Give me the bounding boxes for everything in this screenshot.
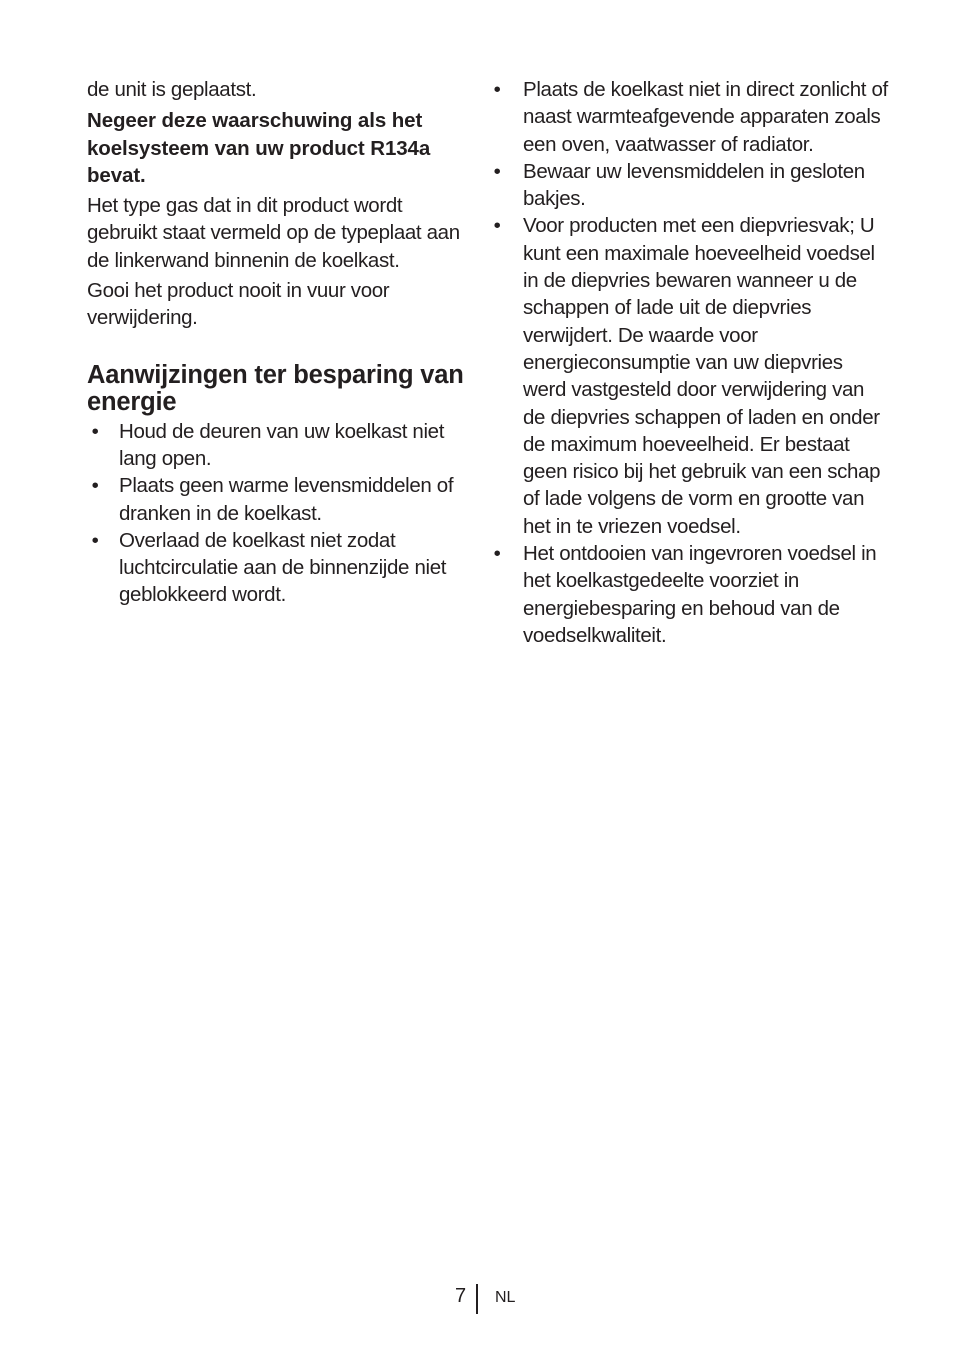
- energy-tips-list: [87, 418, 472, 609]
- gas-type-paragraph: Het type gas dat in dit product wordt gebruikt staat vermeld op de typeplaat aan de linkerwand binnenin de koelkast.: [87, 194, 460, 272]
- list-item: [488, 76, 888, 158]
- list-item-text: Plaats geen warme levensmiddelen of dranken in de koelkast.: [119, 474, 454, 525]
- list-item-text: Voor producten met een diepvriesvak; U kunt een maximale hoeveelheid voedsel in de diepvries bewaren wanneer u de schappen of lade uit de diepvries verwijdert. De waarde voor energieconsumptie van uw diepvries werd vastgesteld door verwijdering van de diepvries schappen of laden en onder de maximum hoeveelheid. Er bestaat geen risico bij het gebruik van een schap of lade volgens de vorm en grootte van het in te vriezen voedsel.: [523, 214, 881, 538]
- list-item: [488, 540, 888, 649]
- list-item-text: Houd de deuren van uw koelkast niet lang open.: [119, 419, 445, 470]
- bullet-icon: •: [493, 214, 501, 238]
- left-column: [87, 76, 472, 609]
- bullet-icon: •: [493, 542, 501, 566]
- intro-text: de unit is geplaatst.: [87, 78, 257, 101]
- page-footer: [0, 1284, 954, 1314]
- section-heading: Aanwijzingen ter besparing van energie: [87, 360, 464, 416]
- list-item-text: Bewaar uw levensmiddelen in gesloten bakjes.: [523, 159, 865, 211]
- list-item-text: Overlaad de koelkast niet zodat luchtcirculatie aan de binnenzijde niet geblokkeerd wordt.: [119, 528, 447, 607]
- bullet-icon: •: [91, 419, 99, 443]
- bullet-icon: •: [91, 474, 99, 498]
- bullet-icon: •: [493, 159, 501, 183]
- list-item-text: Het ontdooien van ingevroren voedsel in het koelkastgedeelte voorziet in energiebesparing en behoud van de voedselkwaliteit.: [523, 542, 877, 647]
- right-column: [488, 76, 888, 649]
- list-item: [488, 212, 888, 540]
- footer-divider: [476, 1284, 478, 1314]
- bullet-icon: •: [91, 528, 99, 552]
- language-code: NL: [495, 1289, 516, 1306]
- list-item: [87, 527, 472, 609]
- disposal-paragraph: Gooi het product nooit in vuur voor verwijdering.: [87, 279, 390, 330]
- list-item: [87, 472, 472, 527]
- bullet-icon: •: [493, 78, 501, 101]
- energy-tips-list-continued: [488, 76, 888, 649]
- warning-text: Negeer deze waarschuwing als het koelsysteem van uw product R134a bevat.: [87, 109, 431, 187]
- list-item-text: Plaats de koelkast niet in direct zonlicht of naast warmteafgevende apparaten zoals een oven, vaatwasser of radiator.: [523, 78, 888, 156]
- page-number: 7: [455, 1285, 467, 1307]
- list-item: [488, 158, 888, 213]
- list-item: [87, 418, 472, 473]
